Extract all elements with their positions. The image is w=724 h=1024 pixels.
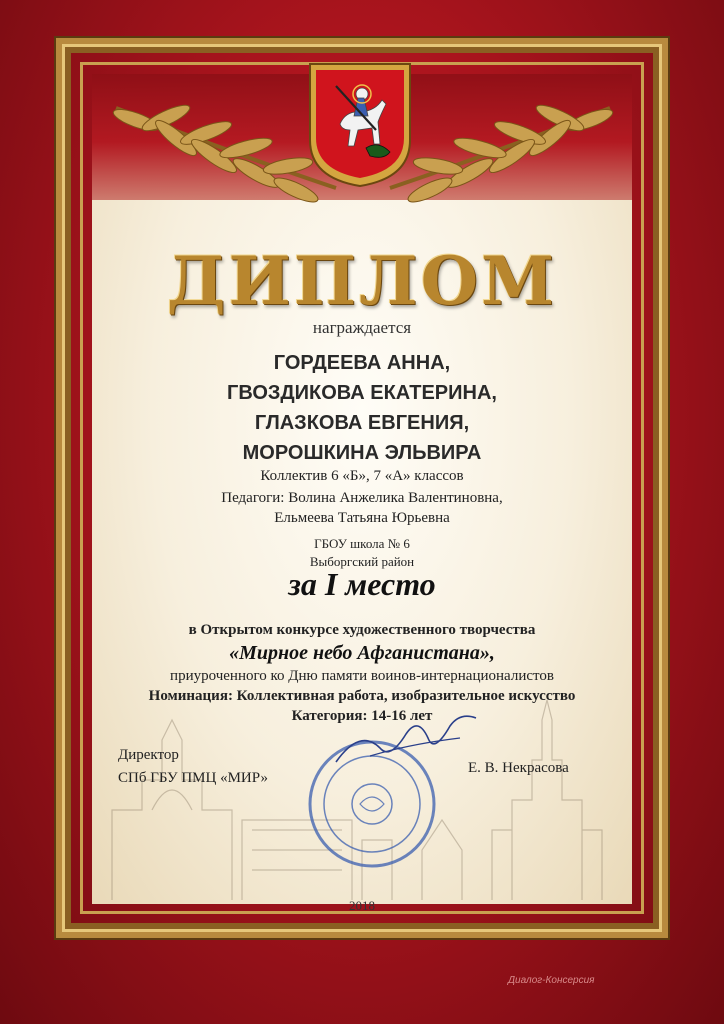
recipient-name: ГВОЗДИКОВА ЕКАТЕРИНА, xyxy=(227,382,497,404)
recipient-name: ГОРДЕЕВА АННА, xyxy=(273,352,451,374)
moscow-coat-of-arms-icon xyxy=(306,60,414,188)
teachers-line-continued: Ельмеева Татьяна Юрьевна xyxy=(274,510,450,526)
contest-name: «Мирное небо Афганистана», xyxy=(229,642,495,664)
district-line: Выборгский район xyxy=(309,554,415,569)
nomination-line: Номинация: Коллективная работа, изобразительное искусство xyxy=(148,688,576,704)
teachers-line: Педагоги: Волина Анжелика Валентиновна, xyxy=(221,490,503,506)
signatory-position xyxy=(118,744,268,790)
contest-intro: в Открытом конкурсе художественного творчества xyxy=(188,622,536,638)
awarded-label: награждается xyxy=(312,318,412,337)
recipient-names xyxy=(92,348,632,468)
position-title: Директор xyxy=(118,747,179,763)
publisher-mark: Диалог-Консерсия xyxy=(508,975,595,986)
recipient-name: МОРОШКИНА ЭЛЬВИРА xyxy=(242,442,482,464)
organization-name: СПб ГБУ ПМЦ «МИР» xyxy=(118,770,268,786)
collective-line: Коллектив 6 «Б», 7 «А» классов xyxy=(260,468,464,484)
category-line: Категория: 14-16 лет xyxy=(291,708,433,724)
award-place: за I место xyxy=(288,566,436,602)
issue-year: 2018 xyxy=(349,898,375,913)
laurel-branch-right-icon xyxy=(380,78,630,218)
signatory-name: Е. В. Некрасова xyxy=(468,760,569,776)
dedication-line: приуроченного ко Дню памяти воинов-интернационалистов xyxy=(170,668,554,684)
school-line: ГБОУ школа № 6 xyxy=(314,536,410,551)
recipient-name: ГЛАЗКОВА ЕВГЕНИЯ, xyxy=(254,412,470,434)
diploma-title: ДИПЛОМ xyxy=(166,242,558,320)
